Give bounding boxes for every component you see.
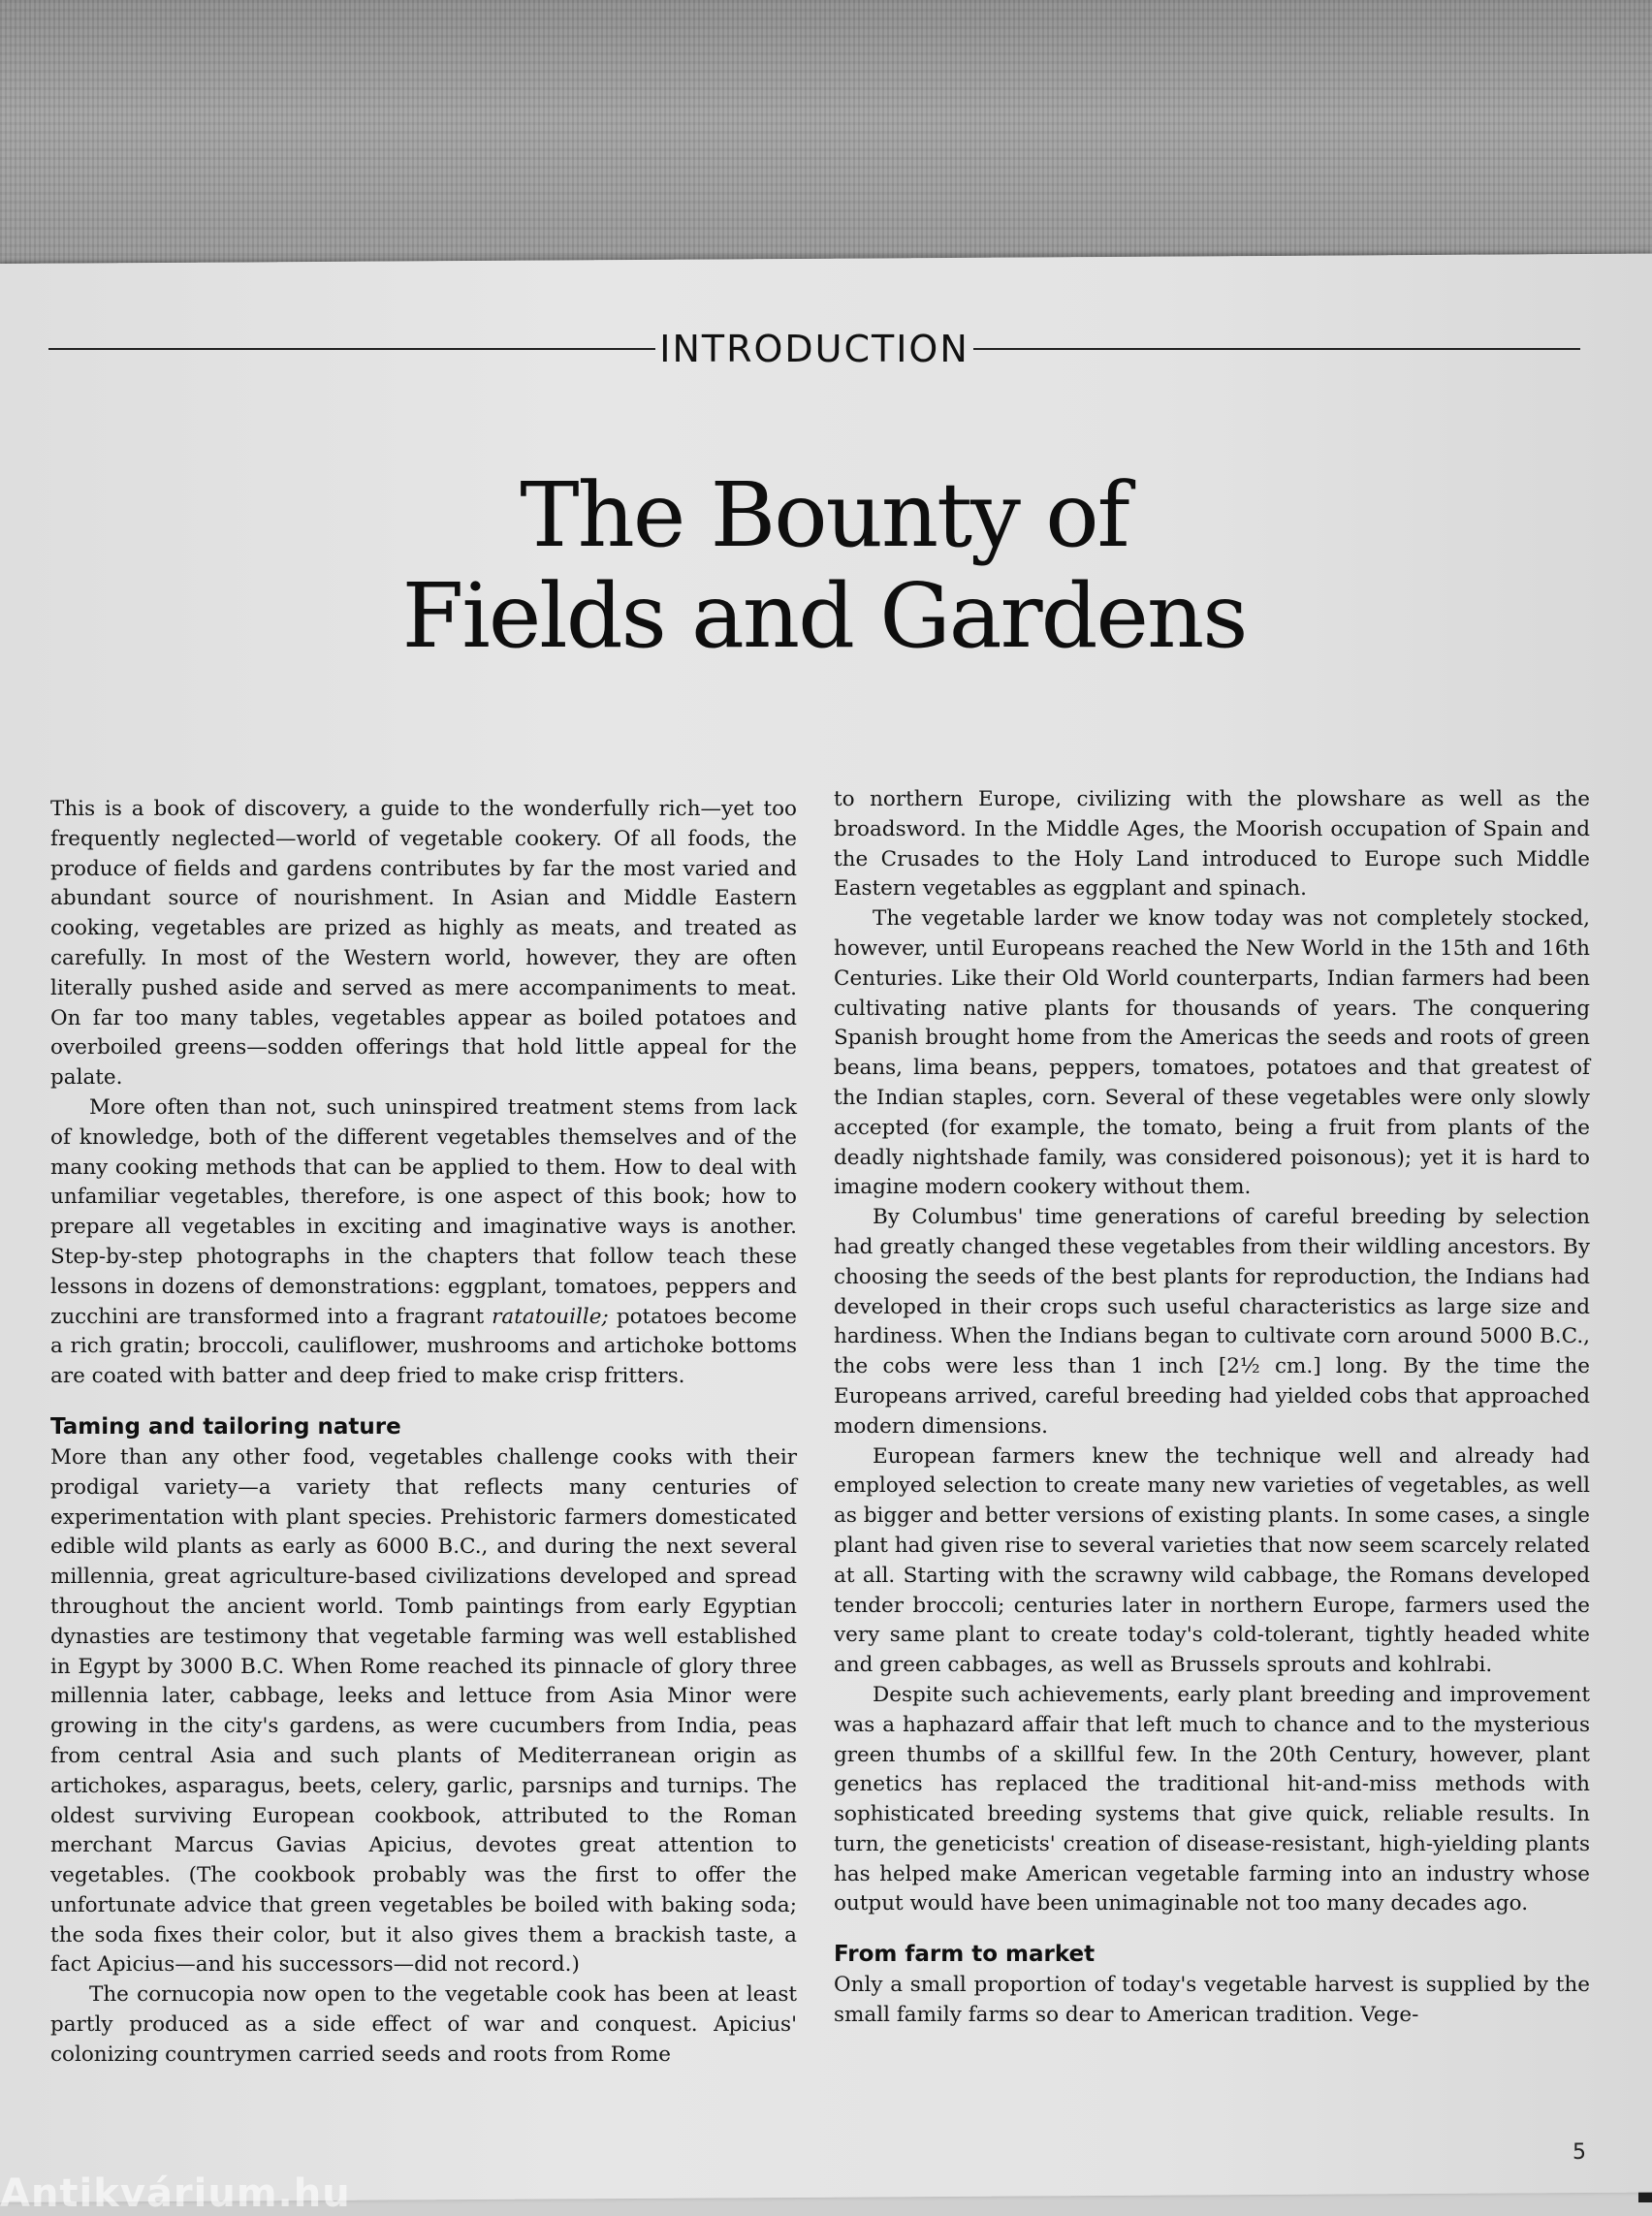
page-title xyxy=(291,465,1357,667)
paragraph: European farmers knew the technique well and already had employed selection to create many new varieties of vegetables, as well as bigger and better versions of existing plants. In some cases, a single plant had given rise to several varieties that now seem scarcely related at all. Starting with the scrawny wild cabbage, the Romans developed tender broccoli; centuries later in northern Europe, farmers used the very same plant to create today's cold-tolerant, tightly headed white and green cabbages, as well as Brussels sprouts and kohlrabi. xyxy=(834,1443,1590,1678)
paragraph: By Columbus' time generations of careful breeding by selection had greatly changed these vegetables from their wildling ancestors. By choosing the seeds of the best plants for reproduction, the Indians had developed in their crops such useful characteristics as large size and hardiness. When the Indians began to cultivate corn around 5000 B.C., the cobs were less than 1 inch [2½ cm.] long. By the time the Europeans arrived, careful breeding had yielded cobs that approached modern dimensions. xyxy=(834,1205,1590,1439)
watermark: Antikvárium.hu xyxy=(0,2171,351,2216)
paragraph: The vegetable larder we know today was not completely stocked, however, until Europeans reached the New World in the 15th and 16th Centuries. Like their Old World counterparts, Indian farmers had been cultivating native plants for thousands of years. The conquering Spanish brought home from the Americas the seeds and roots of green beans, lima beans, peppers, tomatoes, potatoes and that greatest of the Indian staples, corn. Several of these vegetables were only slowly accepted (for example, the tomato, being a fruit from plants of the deadly nightshade family, was considered poisonous); yet it is hard to imagine modern cookery without them. xyxy=(834,906,1590,1200)
section-header xyxy=(48,328,1580,370)
title-line-2: Fields and Gardens xyxy=(401,564,1247,668)
left-column xyxy=(50,795,797,2071)
desk-background xyxy=(0,0,1652,291)
section-label: INTRODUCTION xyxy=(659,328,969,370)
paragraph: The cornucopia now open to the vegetable cook has been at least partly produced as a side effect of war and conquest. Apicius' colonizing countrymen carried seeds and roots from Rome xyxy=(50,1982,797,2067)
paragraph: This is a book of discovery, a guide to the wonderfully rich—yet too frequently neglected—world of vegetable cookery. Of all foods, the produce of fields and gardens contributes by far the most varied and abundant source of nourishment. In Asian and Middle Eastern cooking, vegetables are prized as highly as meats, and treated as carefully. In most of the Western world, however, they are often literally pushed aside and served as mere accompaniments to meat. On far too many tables, vegetables appear as boiled potatoes and overboiled greens—sodden offerings that hold little appeal for the palate. xyxy=(50,797,797,1091)
right-column xyxy=(834,785,1590,2031)
subheading-farm-to-market: From farm to market xyxy=(834,1942,1096,1968)
subheading-taming: Taming and tailoring nature xyxy=(50,1413,401,1440)
paragraph: to northern Europe, civilizing with the plowshare as well as the broadsword. In the Middle Ages, the Moorish occupation of Spain and the Crusades to the Holy Land introduced to Europe such Middle Eastern vegetables as eggplant and spinach. xyxy=(834,787,1590,902)
paragraph-text: More often than not, such uninspired treatment stems from lack of knowledge, both of the different vegetables themselves and of the many cooking methods that can be applied to them. How to deal with unfamiliar vegetables, therefore, is one aspect of this book; how to prepare all vegetables in exciting and imaginative ways is another. Step-by-step photographs in the chapters that follow teach these lessons in dozens of demonstrations: eggplant, tomatoes, peppers and zucchini are transformed into a fragrant xyxy=(50,1094,797,1329)
paragraph-text: potatoes become a rich gratin; broccoli, cauliflower, mushrooms and artichoke bottoms are coated with batter and deep fried to make crisp fritters. xyxy=(50,1304,797,1389)
paragraph: More than any other food, vegetables challenge cooks with their prodigal variety—a variety that reflects many centuries of experimentation with plant species. Prehistoric farmers domesticated edible wild plants as early as 6000 B.C., and during the next several millennia, great agriculture-based civilizations developed and spread throughout the ancient world. Tomb paintings from early Egyptian dynasties are testimony that vegetable farming was well established in Egypt by 3000 B.C. When Rome reached its pinnacle of glory three millennia later, cabbage, leeks and lettuce from Asia Minor were growing in the city's gardens, as were cucumbers from India, peas from central Asia and such plants of Mediterranean origin as artichokes, asparagus, beets, celery, garlic, parsnips and turnips. The oldest surviving European cookbook, attributed to the Roman merchant Marcus Gavias Apicius, devotes great attention to vegetables. (The cookbook probably was the first to offer the unfortunate advice that green vegetables be boiled with baking soda; the soda fixes their color, but it also gives them a brackish taste, a fact Apicius—and his successors—did not record.) xyxy=(50,1444,797,1978)
title-line-1: The Bounty of xyxy=(520,463,1128,567)
paragraph: Despite such achievements, early plant breeding and improvement was a haphazard affair that left much to chance and to the mysterious green thumbs of a skillful few. In the 20th Century, however, plant genetics has replaced the traditional hit-and-miss methods with sophisticated breeding systems that give quick, reliable results. In turn, the geneticists' creation of disease-resistant, high-yielding plants has helped make American vegetable farming into an industry whose output would have been unimaginable not too many decades ago. xyxy=(834,1682,1590,1916)
italic-term: ratatouille; xyxy=(492,1304,609,1329)
header-rule-right xyxy=(973,348,1580,350)
page-number: 5 xyxy=(1573,2140,1586,2165)
header-rule-left xyxy=(48,348,655,350)
paragraph xyxy=(50,1093,797,1392)
paragraph: Only a small proportion of today's vegetable harvest is supplied by the small family farms so dear to American tradition. Vege- xyxy=(834,1973,1590,2028)
